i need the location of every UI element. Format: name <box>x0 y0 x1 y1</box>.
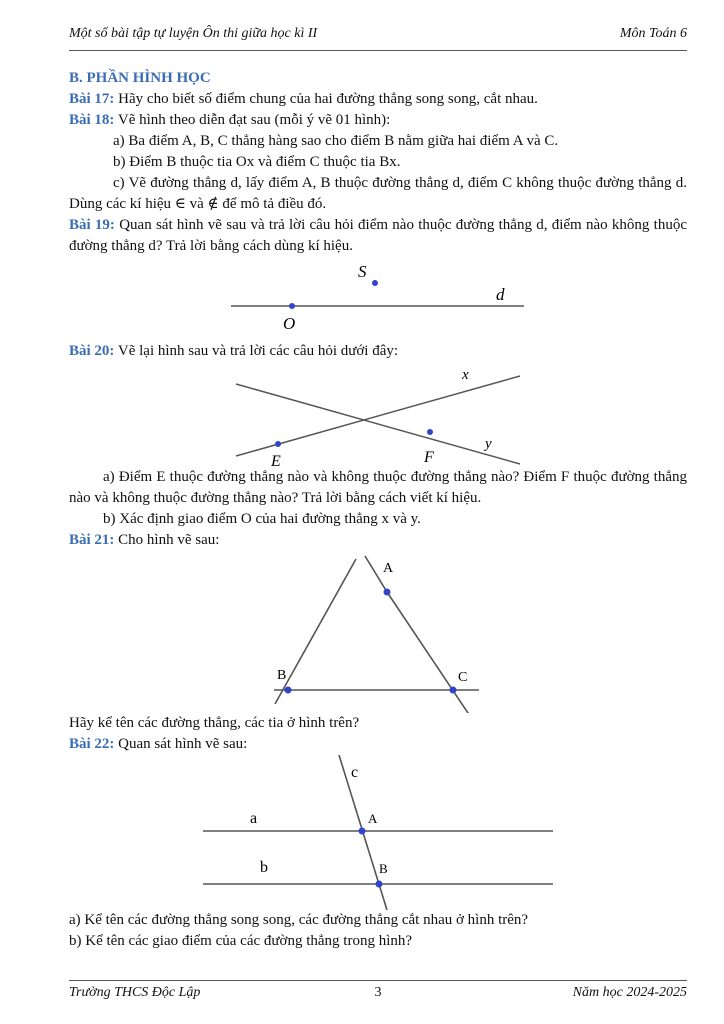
figure-22 <box>69 755 687 910</box>
label-a: A <box>383 561 394 576</box>
exercise-18 <box>69 110 687 131</box>
label-f: F <box>424 449 434 466</box>
header-title: Một số bài tập tự luyện Ôn thi giữa học kì II <box>69 26 318 41</box>
figure-21 <box>69 551 687 713</box>
exercise-21-question: Hãy kể tên các đường thẳng, các tia ở hình trên? <box>69 715 360 731</box>
point-e <box>275 441 281 447</box>
label-point-a: A <box>368 811 378 826</box>
line-ac <box>387 592 470 713</box>
label-point-b: B <box>379 861 388 876</box>
figure-20 <box>69 362 687 467</box>
label-c: c <box>351 764 359 781</box>
label-e: E <box>271 453 281 467</box>
point-f <box>427 429 433 435</box>
exercise-22-b: b) Kể tên các giao điểm của các đường thẳng trong hình? <box>69 933 413 949</box>
label-d: d <box>496 285 505 304</box>
exercise-20-b: b) Xác định giao điểm O của hai đường thẳng x và y. <box>103 511 421 527</box>
exercise-21 <box>69 530 687 551</box>
point-s <box>372 280 378 286</box>
label-y: y <box>485 436 492 452</box>
line-ab <box>275 559 356 704</box>
label-line-b: b <box>260 859 268 876</box>
exercise-text: Cho hình vẽ sau: <box>114 532 220 548</box>
exercise-20-a: a) Điểm E thuộc đường thẳng nào và không thuộc đường thẳng nào? Điểm F thuộc đường thẳng nào và không thuộc đường thẳng nào? Trả lời bằng cách viết kí hiệu. <box>69 469 687 506</box>
figure-19 <box>69 257 687 341</box>
exercise-18-c: c) Vẽ đường thẳng d, lấy điểm A, B thuộc đường thẳng d, điểm C không thuộc đường thẳng d. Dùng các kí hiệu ∈ và ∉ để mô tả điều đó. <box>69 175 687 212</box>
header-subject: Môn Toán 6 <box>619 26 687 41</box>
exercise-label: Bài 19: <box>69 217 115 233</box>
point-a <box>359 828 366 835</box>
page-content <box>69 68 687 952</box>
exercise-19 <box>69 215 687 257</box>
label-o: O <box>283 314 296 333</box>
label-b: B <box>277 668 287 683</box>
exercise-22 <box>69 734 687 755</box>
exercise-text: Hãy cho biết số điểm chung của hai đường thẳng song song, cắt nhau. <box>114 91 538 107</box>
exercise-label: Bài 21: <box>69 532 115 548</box>
exercise-text: Vẽ hình theo diễn đạt sau (mỗi ý vẽ 01 hình): <box>114 112 391 128</box>
line-y <box>236 384 520 464</box>
exercise-text: Quan sát hình vẽ sau: <box>114 736 248 752</box>
section-title: B. PHẦN HÌNH HỌC <box>69 70 211 86</box>
exercise-18-a: a) Ba điểm A, B, C thẳng hàng sao cho điểm B nằm giữa hai điểm A và C. <box>113 133 559 149</box>
exercise-22-a: a) Kể tên các đường thẳng song song, các đường thẳng cắt nhau ở hình trên? <box>69 912 529 928</box>
point-b <box>376 881 383 888</box>
exercise-text: Vẽ lại hình sau và trả lời các câu hỏi dưới đây: <box>114 343 399 359</box>
page-number: 3 <box>374 985 382 1000</box>
exercise-label: Bài 22: <box>69 736 115 752</box>
exercise-17 <box>69 89 687 110</box>
footer-school: Trường THCS Độc Lập <box>69 985 201 1000</box>
exercise-20 <box>69 341 687 362</box>
label-x: x <box>462 367 469 383</box>
footer-year: Năm học 2024-2025 <box>572 985 687 1000</box>
point-o <box>289 303 295 309</box>
exercise-text: Quan sát hình vẽ sau và trả lời câu hỏi điểm nào thuộc đường thẳng d, điểm nào không thuộc đường thẳng d? Trả lời bằng cách dùng kí hiệu. <box>69 217 687 254</box>
exercise-18-b: b) Điểm B thuộc tia Ox và điểm C thuộc tia Bx. <box>113 154 401 170</box>
point-c <box>450 687 457 694</box>
point-a <box>384 589 391 596</box>
exercise-label: Bài 18: <box>69 112 115 128</box>
exercise-label: Bài 20: <box>69 343 115 359</box>
label-c: C <box>458 670 468 685</box>
label-line-a: a <box>250 810 258 827</box>
exercise-label: Bài 17: <box>69 91 115 107</box>
label-s: S <box>358 262 367 281</box>
point-b <box>285 687 292 694</box>
page-header <box>69 24 687 51</box>
page-footer <box>69 980 687 1007</box>
